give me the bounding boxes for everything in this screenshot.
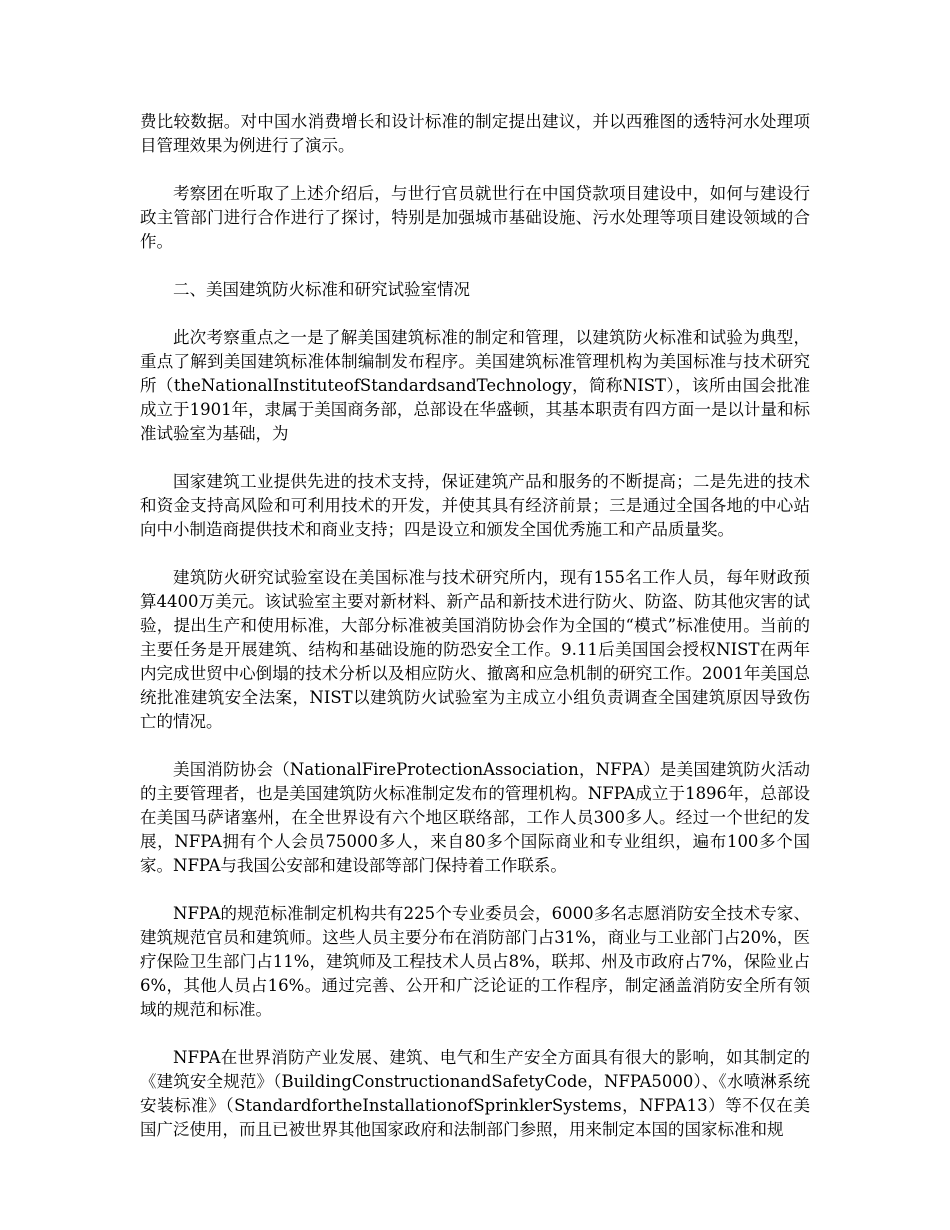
paragraph-water-data: 费比较数据。对中国水消费增长和设计标准的制定提出建议，并以西雅图的透特河水处理项目管理效果为例进行了演示。 (140, 112, 810, 155)
paragraph-nist-overview: 此次考察重点之一是了解美国建筑标准的制定和管理，以建筑防火标准和试验为典型，重点了解到美国建筑标准体制编制发布程序。美国建筑标准管理机构为美国标准与技术研究所（theNationalInstituteofStandardsandTechnology，简称NIST），该所由国会批准成立于1901年，隶属于美国商务部，总部设在华盛顿，其基本职责有四方面一是以计量和标准试验室为基础，为 (140, 328, 810, 443)
paragraph-nfpa-influence: NFPA在世界消防产业发展、建筑、电气和生产安全方面具有很大的影响，如其制定的《建筑安全规范》（BuildingConstructionandSafetyCode，NFPA5000）、《水喷淋系统安装标准》（StandardfortheInstallationofSprinklerSystems，NFPA13）等不仅在美国广泛使用，而且已被世界其他国家政府和法制部门参照，用来制定本国的国家标准和规 (140, 1048, 810, 1139)
paragraph-nfpa-overview: 美国消防协会（NationalFireProtectionAssociation，NFPA）是美国建筑防火活动的主要管理者，也是美国建筑防火标准制定发布的管理机构。NFPA成立于1896年，总部设在美国马萨诸塞州，在全世界设有六个地区联络部，工作人员300多人。经过一个世纪的发展，NFPA拥有个人会员75000多人，来自80多个国际商业和专业组织，遍布100多个国家。NFPA与我国公安部和建设部等部门保持着工作联系。 (140, 760, 810, 875)
paragraph-fire-research-lab: 建筑防火研究试验室设在美国标准与技术研究所内，现有155名工作人员，每年财政预算4400万美元。该试验室主要对新材料、新产品和新技术进行防火、防盗、防其他灾害的试验，提出生产和使用标准，大部分标准被美国消防协会作为全国的“模式”标准使用。当前的主要任务是开展建筑、结构和基础设施的防恐安全工作。9.11后美国国会授权NIST在两年内完成世贸中心倒塌的技术分析以及相应防火、撤离和应急机制的研究工作。2001年美国总统批准建筑安全法案，NIST以建筑防火试验室为主成立小组负责调查全国建筑原因导致伤亡的情况。 (140, 568, 810, 731)
paragraph-nist-duties: 国家建筑工业提供先进的技术支持，保证建筑产品和服务的不断提高；二是先进的技术和资金支持高风险和可利用技术的开发，并使其具有经济前景；三是通过全国各地的中心站向中小制造商提供技术和商业支持；四是设立和颁发全国优秀施工和产品质量奖。 (140, 472, 810, 539)
section-heading-fire-standards: 二、美国建筑防火标准和研究试验室情况 (173, 280, 470, 299)
paragraph-nfpa-committees: NFPA的规范标准制定机构共有225个专业委员会，6000多名志愿消防安全技术专家、建筑规范官员和建筑师。这些人员主要分布在消防部门占31%，商业与工业部门占20%，医疗保险卫生部门占11%，建筑师及工程技术人员占8%，联邦、州及市政府占7%，保险业占6%，其他人员占16%。通过完善、公开和广泛论证的工作程序，制定涵盖消防安全所有领域的规范和标准。 (140, 904, 810, 1019)
document-body (140, 110, 810, 1142)
paragraph-world-bank-cooperation: 考察团在听取了上述介绍后，与世行官员就世行在中国贷款项目建设中，如何与建设行政主管部门进行合作进行了探讨，特别是加强城市基础设施、污水处理等项目建设领域的合作。 (140, 184, 810, 251)
